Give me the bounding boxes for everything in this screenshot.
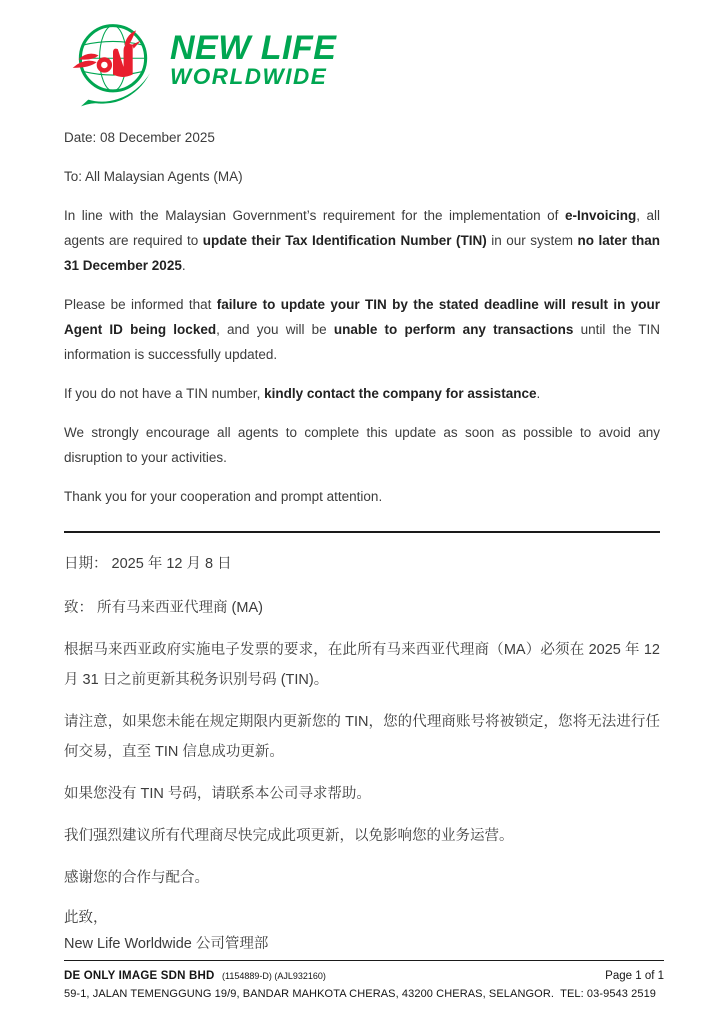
paragraph-cn-encouragement: 我们强烈建议所有代理商尽快完成此项更新，以免影响您的业务运营。 — [64, 828, 514, 844]
section-divider — [64, 531, 660, 533]
letter-english-section — [64, 125, 660, 509]
logo-wordmark-line2: WORLDWIDE — [170, 64, 328, 89]
paragraph-no-tin-assistance: If you do not have a TIN number, kindly contact the company for assistance. — [64, 386, 541, 401]
page-number: Page 1 of 1 — [605, 970, 664, 982]
closing-salutation: 此致， — [64, 910, 108, 926]
signature-department: New Life Worldwide 公司管理部 — [64, 936, 269, 952]
paragraph-einvoicing-requirement: In line with the Malaysian Government’s requirement for the implementation of e-Invoicing, all agents are required to update their Tax Identification Number (TIN) in our system no later than 31 December 2025. — [64, 208, 661, 273]
letterhead — [64, 16, 660, 112]
paragraph-cn-lock-warning: 请注意，如果您未能在规定期限内更新您的 TIN，您的代理商账号将被锁定，您将无法进行任何交易，直至 TIN 信息成功更新。 — [64, 714, 660, 760]
paragraph-cn-thanks: 感谢您的合作与配合。 — [64, 870, 209, 886]
company-logo — [64, 16, 162, 112]
logo-wordmark — [170, 16, 336, 89]
footer-company-name: DE ONLY IMAGE SDN BHD — [64, 970, 215, 982]
closing-block — [64, 905, 660, 957]
page-footer — [64, 960, 664, 1000]
paragraph-encouragement: We strongly encourage all agents to complete this update as soon as possible to avoid any disruption to your activities. — [64, 425, 660, 465]
paragraph-cn-no-tin-assistance: 如果您没有 TIN 号码，请联系本公司寻求帮助。 — [64, 786, 371, 802]
letter-chinese-section — [64, 549, 660, 957]
paragraph-lock-warning: Please be informed that failure to update your TIN by the stated deadline will result in your Agent ID being locked, and you will be unable to perform any transactions until the TIN information is successfully updated. — [64, 297, 661, 362]
recipient-line: To: All Malaysian Agents (MA) — [64, 169, 243, 184]
footer-company-block — [64, 966, 326, 984]
footer-company-row — [64, 966, 664, 984]
paragraph-cn-einvoicing-requirement: 根据马来西亚政府实施电子发票的要求，在此所有马来西亚代理商（MA）必须在 2025 年 12 月 31 日之前更新其税务识别号码 (TIN)。 — [64, 642, 660, 688]
footer-registration-numbers: (1154889-D) (AJL932160) — [221, 971, 326, 981]
date-line: Date: 08 December 2025 — [64, 130, 215, 145]
logo-wordmark-line1: NEW LIFE — [170, 29, 337, 67]
recipient-line-cn: 致： 所有马来西亚代理商 (MA) — [64, 600, 263, 616]
globe-bird-logo-icon — [64, 16, 162, 112]
date-line-cn: 日期： 2025 年 12 月 8 日 — [64, 556, 232, 572]
paragraph-thanks: Thank you for your cooperation and prompt attention. — [64, 489, 383, 504]
footer-address: 59-1, JALAN TEMENGGUNG 19/9, BANDAR MAHKOTA CHERAS, 43200 CHERAS, SELANGOR. TEL: 03-9543 2519 — [64, 988, 657, 1000]
